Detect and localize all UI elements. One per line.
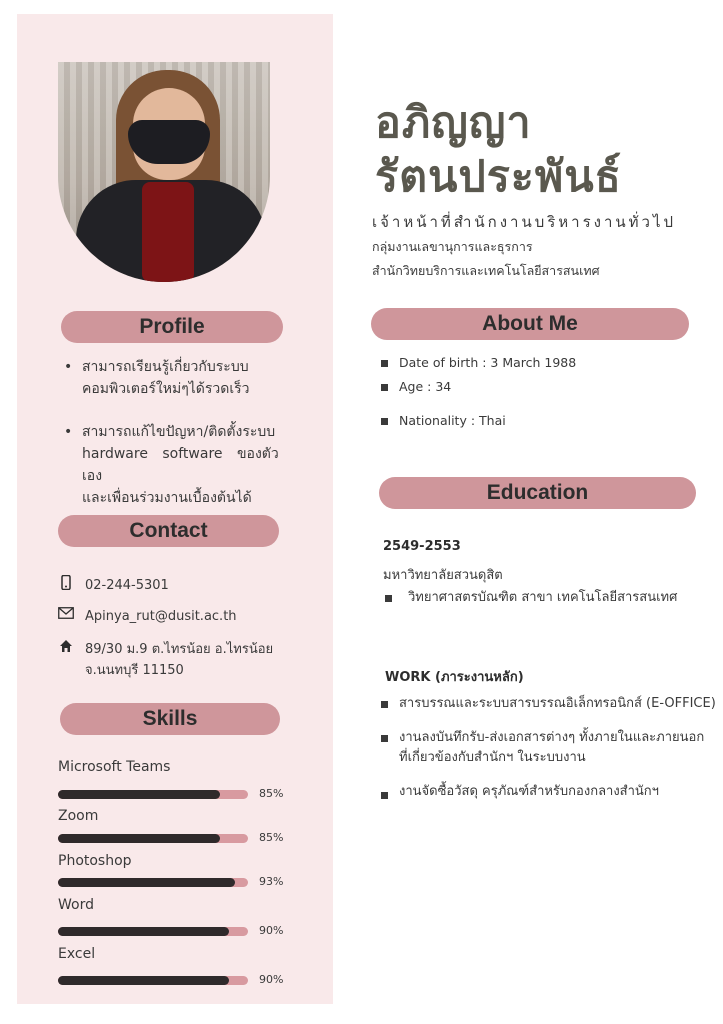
work-heading: WORK (ภาระงานหลัก) [385,670,524,685]
bullet-square [381,384,388,391]
division-text: กลุ่มงานเลขานุการและธุรการ [372,239,533,254]
skill-name: Zoom [58,808,99,824]
skill-bar-fill [58,878,235,887]
profile-heading: Profile [61,311,283,343]
skill-bar-fill [58,834,220,843]
bullet-square [381,360,388,367]
skill-percent: 93% [259,875,284,888]
contact-heading: Contact [58,515,279,547]
skill-percent: 90% [259,924,284,937]
skill-percent: 85% [259,787,284,800]
profile-list-2 [64,421,282,509]
skill-percent: 90% [259,973,284,986]
skills-heading: Skills [60,703,280,735]
bullet-square [381,792,388,799]
work-item-3: งานจัดซื้อวัสดุ ครุภัณฑ์สำหรับกองกลางสำนักฯ [381,782,659,802]
education-school: มหาวิทยาลัยสวนดุสิต [383,568,503,583]
education-degree: วิทยาศาสตรบัณฑิต สาขา เทคโนโลยีสารสนเทศ [385,588,677,608]
skill-percent: 85% [259,831,284,844]
phone-icon [58,575,74,595]
skill-name: Photoshop [58,853,132,869]
skill-name: Microsoft Teams [58,759,171,775]
contact-email [58,606,237,627]
bullet-square [385,595,392,602]
skill-bar-fill [58,790,220,799]
skill-bar [58,834,248,843]
profile-list [64,356,249,400]
skill-bar [58,790,248,799]
mail-icon [58,606,74,624]
office-text: สำนักวิทยบริการและเทคโนโลยีสารสนเทศ [372,263,600,278]
profile-photo [58,62,270,282]
skill-bar-fill [58,976,229,985]
bullet-square [381,418,388,425]
person-name: อภิญญา รัตนประพันธ์ [375,98,622,202]
skill-bar-fill [58,927,229,936]
education-heading: Education [379,477,696,509]
skill-name: Word [58,897,94,913]
work-item-2: งานลงบันทึกรับ-ส่งเอกสารต่างๆ ทั้งภายในและภายนอก ที่เกี่ยวข้องกับสำนักฯ ในระบบงาน [381,728,704,768]
phone-number[interactable]: 02-244-5301 [85,578,169,593]
about-heading: About Me [371,308,689,340]
about-age: Age : 34 [381,377,451,397]
work-item-1: สารบรรณและระบบสารบรรณอิเล็กทรอนิกส์ (E-OFFICE) [381,694,716,714]
job-position: เจ้าหน้าที่สำนักงานบริหารงานทั่วไป [372,213,677,231]
home-icon [58,639,74,658]
bullet-square [381,735,388,742]
skill-bar [58,976,248,985]
list-item: • สามารถเรียนรู้เกี่ยวกับระบบ คอมพิวเตอร์ใหม่ๆได้รวดเร็ว [64,356,249,400]
address-text: 89/30 ม.9 ต.ไทรน้อย อ.ไทรน้อย จ.นนทบุรี 11150 [85,642,274,678]
education-years: 2549-2553 [383,539,461,554]
about-dob: Date of birth : 3 March 1988 [381,353,576,373]
list-item: • สามารถแก้ไขปัญหา/ติดตั้งระบบ hardware software ของตัวเอง และเพื่อนร่วมงานเบื้องต้นได้ [64,421,282,509]
about-nationality: Nationality : Thai [381,411,506,431]
skill-name: Excel [58,946,96,962]
skill-bar [58,927,248,936]
skill-bar [58,878,248,887]
bullet-square [381,701,388,708]
email-address[interactable]: Apinya_rut@dusit.ac.th [85,609,237,624]
contact-phone [58,575,169,596]
contact-address [58,639,273,681]
